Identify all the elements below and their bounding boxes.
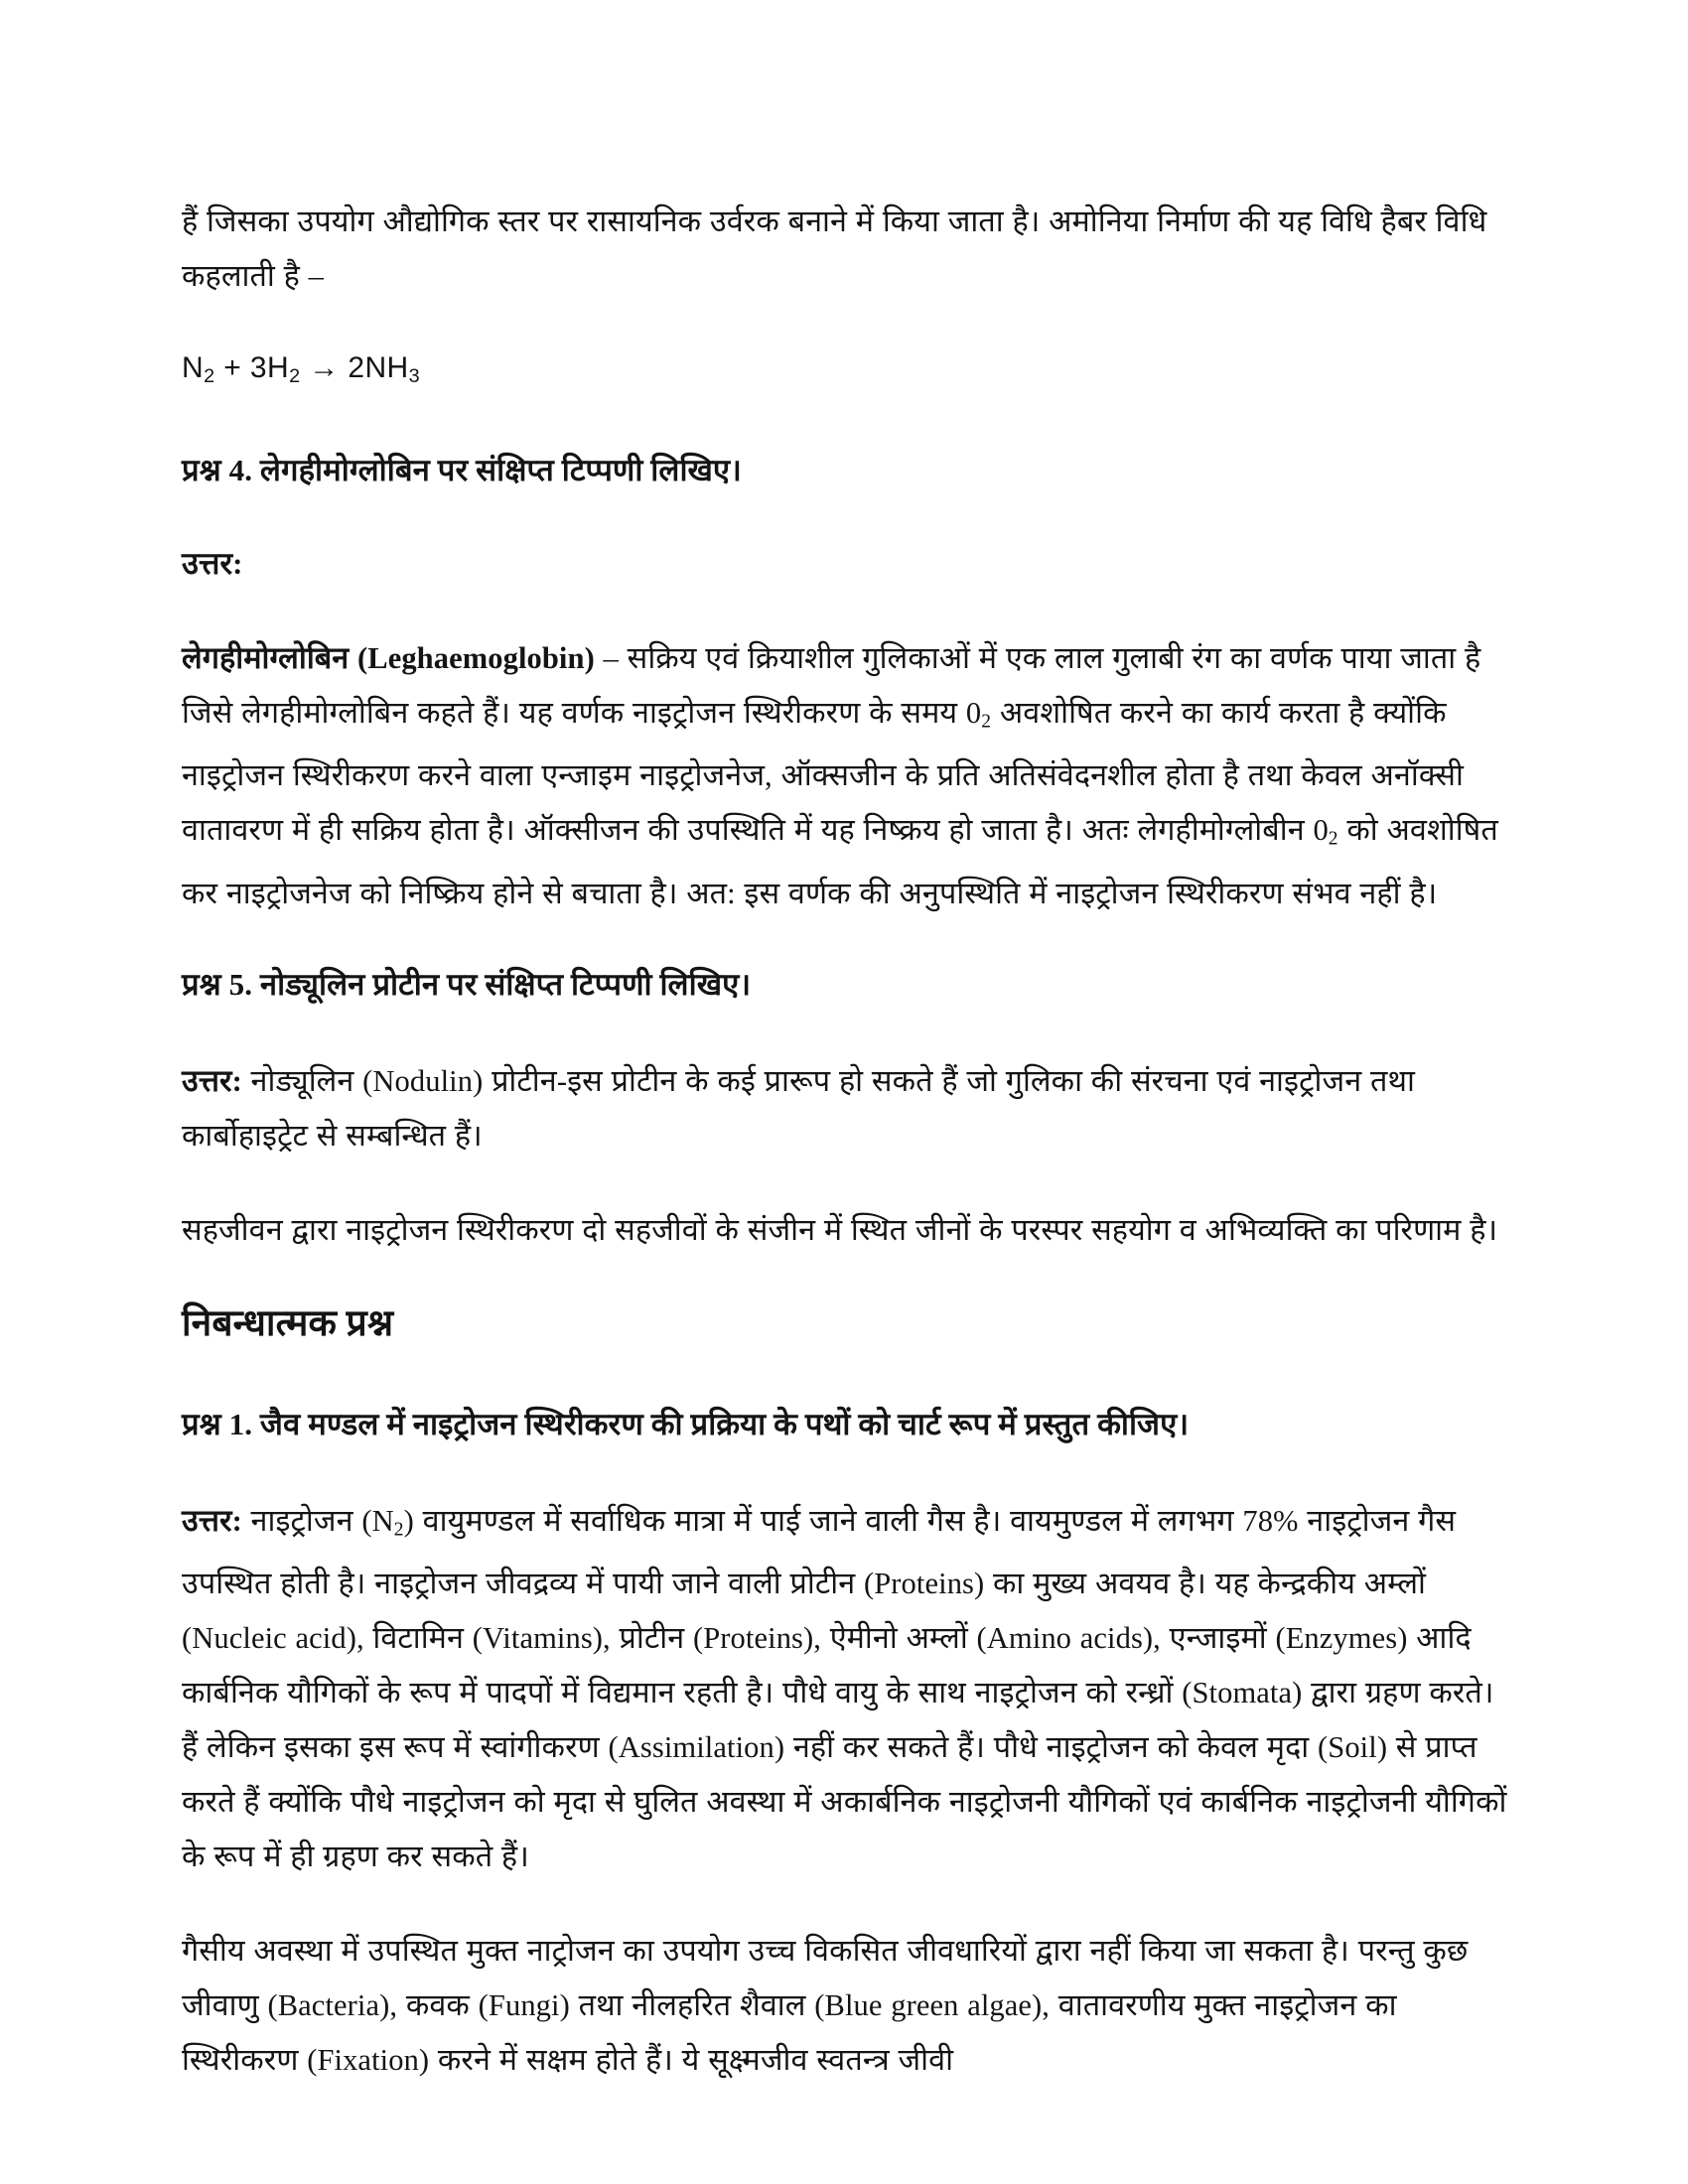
question-4-answer-text-part-2: अवशोषित करने का कार्य करता है क्योंकि नाइट्रोजन स्थिरीकरण करने वाला एन्जाइम नाइट्रोजनेज, ऑक्सजीन के प्रति अतिसंवेदनशील होता है तथा केवल अनॉक्सी वातावरण में ही सक्रिय होता है। ऑक्सीजन की उपस्थिति में यह निष्क्रय हो जाता है। अतः लेगहीमोग्लोबीन 0: [182, 695, 1464, 848]
intro-continuation-paragraph: हैं जिसका उपयोग औद्योगिक स्तर पर रासायनिक उर्वरक बनाने में किया जाता है। अमोनिया निर्माण की यह विधि हैबर विधि कहलाती है –: [182, 205, 1487, 293]
equation-reactant-nitrogen: N: [182, 351, 205, 384]
leghaemoglobin-term: लेगहीमोग्लोबिन (Leghaemoglobin): [182, 640, 595, 675]
essay-answer-text-part-1: नाइट्रोजन (N: [241, 1503, 394, 1538]
question-5-answer-text: नोड्यूलिन (Nodulin) प्रोटीन-इस प्रोटीन के कई प्रारूप हो सकते हैं जो गुलिका की संरचना एवं नाइट्रोजन तथा कार्बोहाइट्रेट से सम्बन्धित हैं।: [182, 1063, 1415, 1153]
equation-reactant-hydrogen: 3H: [249, 351, 290, 384]
equation-product-ammonia: 2NH: [348, 351, 409, 384]
question-5-answer-paragraph: [182, 1054, 1508, 1163]
oxygen-subscript-2: 2: [1328, 828, 1338, 850]
question-4-answer-text-part-3: को अवशोषित कर नाइट्रोजनेज को निष्क्रिय होने से बचाता है। अत: इस वर्णक की अनुपस्थिति में नाइट्रोजन स्थिरीकरण संभव नहीं है।: [182, 813, 1498, 910]
equation-arrow-icon: →: [309, 351, 340, 384]
equation-reactant-nitrogen-subscript: 2: [204, 364, 215, 387]
essay-section-heading: निबन्धात्मक प्रश्न: [182, 1302, 394, 1344]
essay-question-1-answer-paragraph: [182, 1494, 1508, 1884]
symbiosis-paragraph: सहजीवन द्वारा नाइट्रोजन स्थिरीकरण दो सहजीवों के संजीन में स्थित जीनों के परस्पर सहयोग व अभिव्यक्ति का परिणाम है।: [182, 1212, 1498, 1247]
nitrogen-subscript: 2: [393, 1518, 404, 1540]
oxygen-subscript-1: 2: [981, 711, 992, 733]
equation-reactant-hydrogen-subscript: 2: [289, 364, 301, 387]
equation-plus-sign: +: [223, 351, 242, 384]
essay-question-1-heading: प्रश्न 1. जैव मण्डल में नाइट्रोजन स्थिरीकरण की प्रक्रिया के पथों को चार्ट रूप में प्रस्तुत कीजिए।: [182, 1406, 1190, 1441]
chemical-equation-haber-process: [182, 343, 1508, 401]
question-4-answer-paragraph: [182, 631, 1508, 921]
equation-product-ammonia-subscript: 3: [408, 364, 420, 387]
question-4-heading: प्रश्न 4. लेगहीमोग्लोबिन पर संक्षिप्त टिप्पणी लिखिए।: [182, 452, 743, 487]
question-5-heading: प्रश्न 5. नोड्यूलिन प्रोटीन पर संक्षिप्त टिप्पणी लिखिए।: [182, 966, 752, 1002]
page-content-column: [182, 195, 1508, 2088]
essay-answer-closing-paragraph: गैसीय अवस्था में उपस्थित मुक्त नाट्रोजन का उपयोग उच्च विकसित जीवधारियों द्वारा नहीं किया जा सकता है। परन्तु कुछ जीवाणु (Bacteria), कवक (Fungi) तथा नीलहरित शैवाल (Blue green algae), वातावरणीय मुक्त नाइट्रोजन का स्थिरीकरण (Fixation) करने में सक्षम होते हैं। ये सूक्ष्मजीव स्वतन्त्र जीवी: [182, 1933, 1469, 2077]
essay-answer-text-part-2: ) वायुमण्डल में सर्वाधिक मात्रा में पाई जाने वाली गैस है। वायमुण्डल में लगभग 78% नाइट्रोजन गैस उपस्थित होती है। नाइट्रोजन जीवद्रव्य में पायी जाने वाली प्रोटीन (Proteins) का मुख्य अवयव है। यह केन्द्रकीय अम्लों (Nucleic acid), विटामिन (Vitamins), प्रोटीन (Proteins), ऐमीनो अम्लों (Amino acids), एन्जाइमों (Enzymes) आदि कार्बनिक यौगिकों के रूप में पादपों में विद्यमान रहती है। पौधे वायु के साथ नाइट्रोजन को रन्ध्रों (Stomata) द्वारा ग्रहण करते। हैं लेकिन इसका इस रूप में स्वांगीकरण (Assimilation) नहीं कर सकते हैं। पौधे नाइट्रोजन को केवल मृदा (Soil) से प्राप्त करते हैं क्योंकि पौधे नाइट्रोजन को मृदा से घुलित अवस्था में अकार्बनिक नाइट्रोजनी यौगिकों एवं कार्बनिक नाइट्रोजनी यौगिकों के रूप में ही ग्रहण कर सकते हैं।: [182, 1503, 1507, 1873]
question-5-answer-label: उत्तर:: [182, 1063, 242, 1098]
question-4-answer-text-part-1: – सक्रिय एवं क्रियाशील गुलिकाओं में एक लाल गुलाबी रंग का वर्णक पाया जाता है जिसे लेगहीमोग्लोबिन कहते हैं। यह वर्णक नाइट्रोजन स्थिरीकरण के समय 0: [182, 640, 1481, 730]
essay-question-1-answer-label: उत्तर:: [182, 1503, 242, 1538]
question-4-answer-label: उत्तर:: [182, 545, 243, 581]
